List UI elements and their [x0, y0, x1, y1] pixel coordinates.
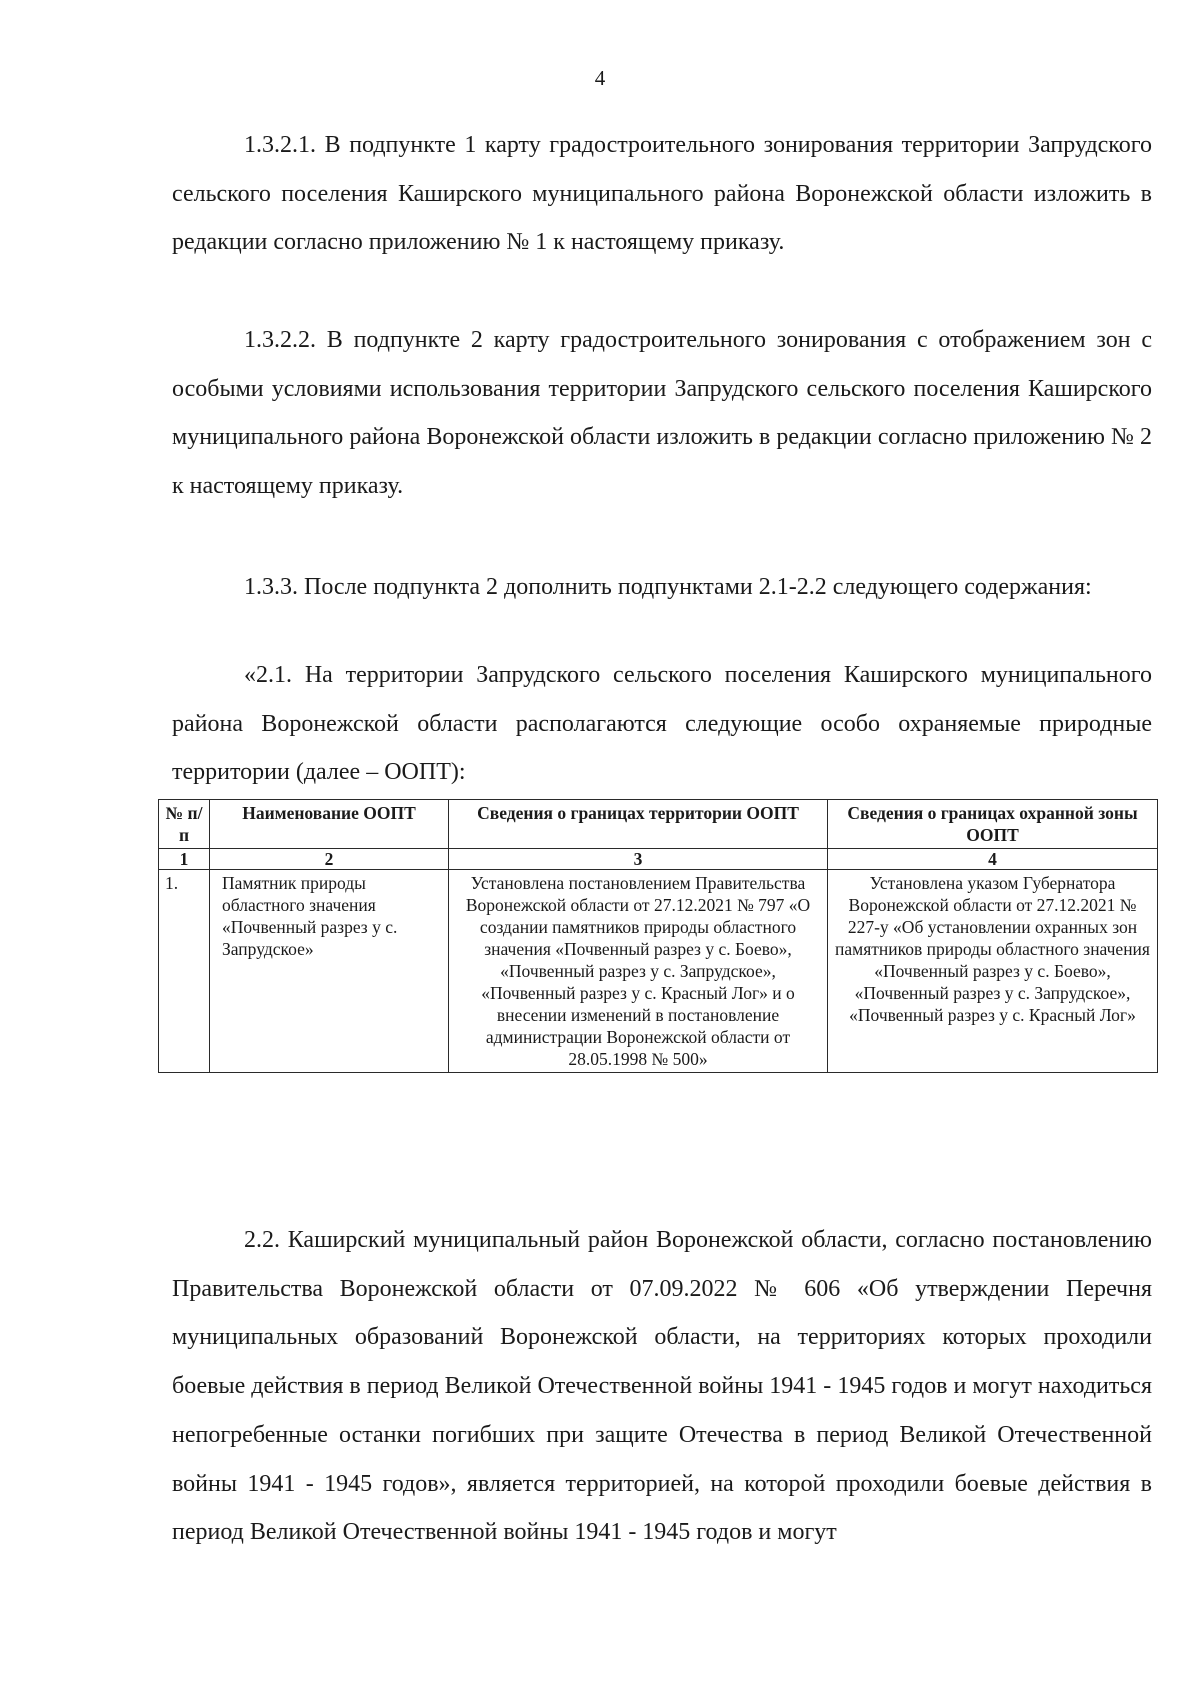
paragraph-1-3-3	[172, 563, 1152, 612]
table-column-number-row	[159, 849, 1158, 870]
header-oopt-name: Наименование ООПТ	[210, 800, 449, 849]
paragraph-text: 2.2. Каширский муниципальный район Воронежской области, согласно постановлению Правительства Воронежской области от 07.09.2022 № 606 «Об утверждении Перечня муниципальных образований Воронежской области, на территориях которых проходили боевые действия в период Великой Отечественной войны 1941 - 1945 годов и могут находиться непогребенные останки погибших при защите Отечества в период Великой Отечественной войны 1941 - 1945 годов», является территорией, на которой проходили боевые действия в период Великой Отечественной войны 1941 - 1945 годов и могут	[172, 1227, 1152, 1546]
header-territory-bounds: Сведения о границах территории ООПТ	[449, 800, 828, 849]
paragraph-text: «2.1. На территории Запрудского сельского поселения Каширского муниципального района Воронежской области располагаются следующие особо охраняемые природные территории (далее – ООПТ):	[172, 662, 1152, 786]
paragraph-text: 1.3.2.1. В подпункте 1 карту градостроительного зонирования территории Запрудского сельского поселения Каширского муниципального района Воронежской области изложить в редакции согласно приложению № 1 к настоящему приказу.	[172, 132, 1152, 256]
row-oopt-name: Памятник природы областного значения «Почвенный разрез у с. Запрудское»	[210, 870, 449, 1073]
paragraph-1-3-2-1	[172, 121, 1152, 267]
row-protection-zone-bounds: Установлена указом Губернатора Воронежской области от 27.12.2021 № 227-у «Об установлении охранных зон памятников природы областного значения «Почвенный разрез у с. Боево», «Почвенный разрез у с. Запрудское», «Почвенный разрез у с. Красный Лог»	[828, 870, 1158, 1073]
paragraph-2-1	[172, 651, 1152, 797]
paragraph-text: 1.3.2.2. В подпункте 2 карту градостроительного зонирования с отображением зон с особыми условиями использования территории Запрудского сельского поселения Каширского муниципального района Воронежской области изложить в редакции согласно приложению № 2 к настоящему приказу.	[172, 327, 1152, 500]
table-header-row	[159, 800, 1158, 849]
header-number: № п/п	[159, 800, 210, 849]
row-territory-bounds: Установлена постановлением Правительства Воронежской области от 27.12.2021 № 797 «О создании памятников природы областного значения «Почвенный разрез у с. Боево», «Почвенный разрез у с. Запрудское», «Почвенный разрез у с. Красный Лог» и о внесении изменений в постановление администрации Воронежской области от 28.05.1998 № 500»	[449, 870, 828, 1073]
table-row	[159, 870, 1158, 1073]
column-number-4: 4	[828, 849, 1158, 870]
paragraph-1-3-2-2	[172, 316, 1152, 511]
oopt-table	[158, 799, 1158, 1073]
column-number-1: 1	[159, 849, 210, 870]
column-number-2: 2	[210, 849, 449, 870]
page-number: 4	[594, 66, 606, 90]
column-number-3: 3	[449, 849, 828, 870]
row-number: 1.	[159, 870, 210, 1073]
header-protection-zone-bounds: Сведения о границах охранной зоны ООПТ	[828, 800, 1158, 849]
paragraph-2-2	[172, 1216, 1152, 1557]
paragraph-text: 1.3.3. После подпункта 2 дополнить подпунктами 2.1-2.2 следующего содержания:	[244, 574, 1092, 600]
